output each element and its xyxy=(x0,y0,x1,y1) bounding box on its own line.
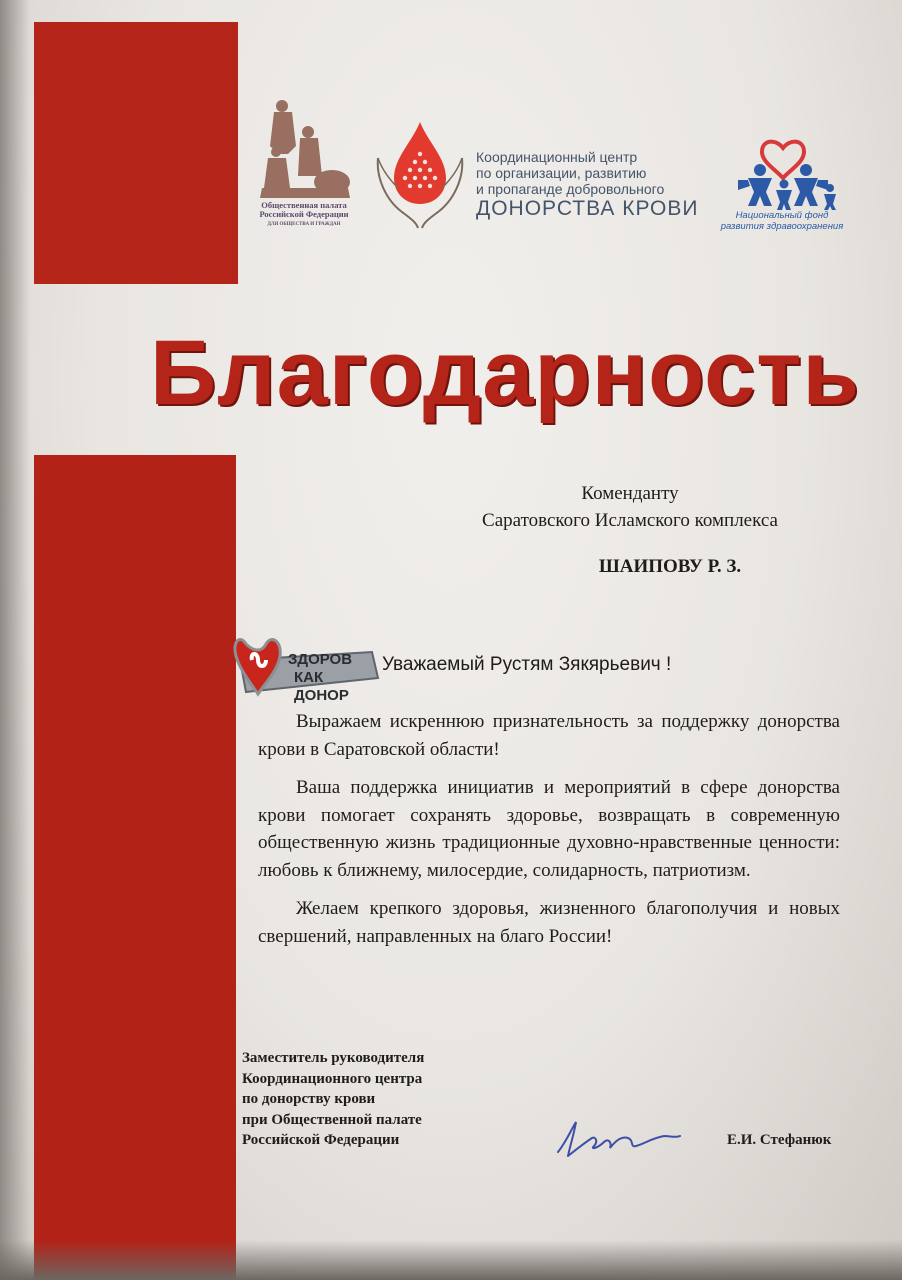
pin-line-1: ЗДОРОВ xyxy=(288,651,353,668)
monument-icon xyxy=(252,96,356,228)
pin-line-2: КАК xyxy=(294,669,324,686)
recipient-position xyxy=(440,480,820,534)
blood-drop-hands-icon xyxy=(372,118,468,230)
center-line-2: по организации, развитию xyxy=(476,165,647,181)
recipient-name: ШАИПОВУ Р. З. xyxy=(598,556,742,577)
paragraph-wishes: Желаем крепкого здоровья, жизненного благополучия и новых свершений, направленных на благо России! xyxy=(258,898,840,947)
red-bar-bottom xyxy=(34,455,236,1280)
fund-line-1: Национальный фонд xyxy=(735,210,829,221)
center-line-4: ДОНОРСТВА КРОВИ xyxy=(476,197,699,220)
signer-line-4: при Общественной палате xyxy=(242,1111,422,1128)
fund-line-2: развития здравоохранения xyxy=(720,221,844,232)
signer-line-2: Координационного центра xyxy=(242,1070,423,1087)
signer-position xyxy=(242,1048,522,1151)
coordination-center-name xyxy=(476,149,716,221)
national-fund-name xyxy=(716,210,848,232)
paragraph-support: Ваша поддержка инициатив и мероприятий в сфере донорства крови помогает сохранять здоровье, возвращать в современную общественную жизнь традиционные духовно-нравственные ценности: любовь к ближнему, милосердие, солидарность, патриотизм. xyxy=(258,777,840,881)
photo-bottom-shadow xyxy=(0,1240,902,1280)
chamber-line-3: ДЛЯ ОБЩЕСТВА И ГРАЖДАН xyxy=(267,222,341,227)
recipient-line-2: Саратовского Исламского комплекса xyxy=(482,510,778,531)
chamber-line-1: Общественная палата xyxy=(261,200,347,210)
signer-name: Е.И. Стефанюк xyxy=(727,1132,832,1148)
center-line-3: и пропаганде добровольного xyxy=(476,181,665,197)
handwritten-signature xyxy=(552,1112,682,1164)
recipient-line-1: Коменданту xyxy=(581,483,679,504)
signer-line-1: Заместитель руководителя xyxy=(242,1050,425,1066)
chamber-line-2: Российской Федерации xyxy=(259,209,349,219)
red-bar-top xyxy=(34,22,238,284)
signer-line-3: по донорству крови xyxy=(242,1091,376,1107)
donor-pin-icon xyxy=(232,630,380,718)
pin-line-3: ДОНОР xyxy=(294,687,349,704)
certificate-title: Благодарность xyxy=(150,322,860,424)
signer-line-5: Российской Федерации xyxy=(242,1132,400,1148)
letter-body xyxy=(258,708,840,961)
page-edge-shadow xyxy=(0,0,30,1280)
center-line-1: Координационный центр xyxy=(476,149,638,165)
salutation: Уважаемый Рустям Зякярьевич ! xyxy=(382,654,672,675)
paragraph-gratitude: Выражаем искреннюю признательность за поддержку донорства крови в Саратовской области! xyxy=(258,711,840,760)
